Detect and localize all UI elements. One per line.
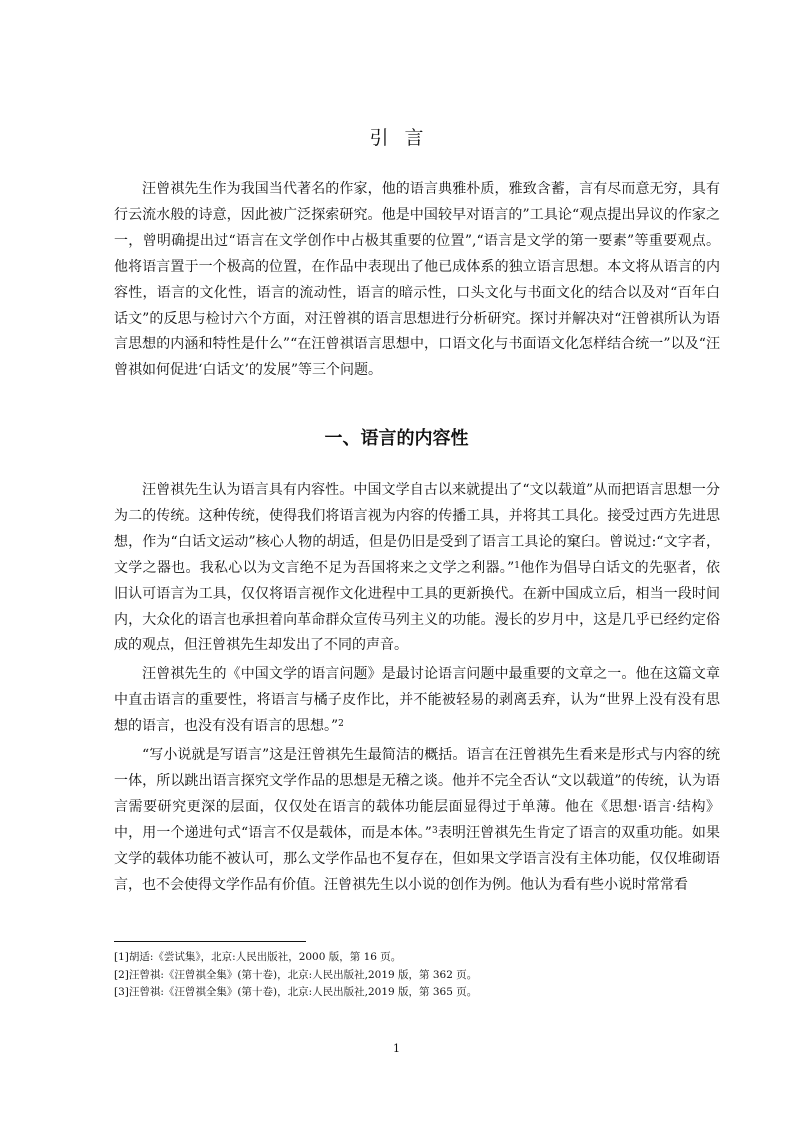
footnotes: [114, 949, 720, 1002]
footnote-divider: [114, 941, 306, 942]
paragraph-text: 表明汪曾祺先生肯定了语言的双重功能。如果文学的载体功能不被认可，那么文学作品也不复存在，但如果文学语言没有主体功能，仅仅堆砌语言，也不会使得文学作品有价值。汪曾祺先生以小说的创作为例。他认为看有些小说时常常看: [114, 824, 720, 893]
section-heading: 一、语言的内容性: [324, 428, 469, 449]
page-title: 引言: [369, 127, 440, 149]
footnote-marker[interactable]: 1: [514, 560, 520, 571]
intro-paragraph: 汪曾祺先生作为我国当代著名的作家，他的语言典雅朴质，雅致含蓄，言有尽而意无穷，具有行云流水般的诗意，因此被广泛探索研究。他是中国较早对语言的”工具论“观点提出异议的作家之一，曾明确提出过“语言在文学创作中占极其重要的位置”,“语言是文学的第一要素”等重要观点。他将语言置于一个极高的位置，在作品中表现出了他已成体系的独立语言思想。本文将从语言的内容性，语言的文化性，语言的流动性，语言的暗示性，口头文化与书面文化的结合以及对“百年白话文”的反思与检讨六个方面，对汪曾祺的语言思想进行分析研究。探讨并解决对“汪曾祺所认为语言思想的内涵和特性是什么”“在汪曾祺语言思想中，口语文化与书面语文化怎样结合统一”以及“汪曾祺如何促进‘白话文’的发展”等三个问题。: [114, 181, 720, 379]
footnote-marker[interactable]: 2: [338, 718, 344, 729]
body-paragraph-2: [114, 662, 720, 740]
paragraph-text: 汪曾祺先生的《中国文学的语言问题》是最讨论语言问题中最重要的文章之一。他在这篇文章中直击语言的重要性，将语言与橘子皮作比，并不能被轻易的剥离丢弃，认为“世界上没有没有思想的语言，也没有没有语言的思想。”: [114, 666, 720, 734]
page-number: 1: [393, 1042, 400, 1055]
body-paragraph-1: [114, 478, 720, 659]
body-paragraph-3: [114, 743, 720, 898]
paragraph-text: 汪曾祺先生认为语言具有内容性。中国文学自古以来就提出了“文以载道”从而把语言思想一分为二的传统。这种传统，使得我们将语言视为内容的传播工具，并将其工具化。接受过西方先进思想，作为“白话文运动”核心人物的胡适，但是仍旧是受到了语言工具论的窠臼。曾说过:“文字者，文学之器也。我私心以为文言绝不足为吾国将来之文学之利器。”: [114, 482, 720, 576]
paragraph-text: “写小说就是写语言”这是汪曾祺先生最简洁的概括。语言在汪曾祺先生看来是形式与内容的统一体，所以跳出语言探究文学作品的思想是无稽之谈。他并不完全否认“文以载道”的传统，认为语言需要研究更深的层面，仅仅处在语言的载体功能层面显得过于单薄。他在《思想·语言·结构》中，用一个递进句式“语言不仅是载体，而是本体。”: [114, 747, 720, 841]
footnote-item: [2]汪曾祺:《汪曾祺全集》(第十卷)，北京:人民出版社,2019 版，第 362 页。: [114, 968, 478, 981]
footnote-item: [3]汪曾祺:《汪曾祺全集》(第十卷)，北京:人民出版社,2019 版，第 365 页。: [114, 986, 478, 998]
footnote-item: [1]胡适:《尝试集》，北京:人民出版社，2000 版，第 16 页。: [114, 951, 402, 963]
footnote-marker[interactable]: 3: [431, 825, 438, 836]
paragraph-text: 他作为倡导白话文的先驱者，依旧认可语言为工具，仅仅将语言视作文化进程中工具的更新换代。在新中国成立后，相当一段时间内，大众化的语言也承担着向革命群众宣传马列主义的功能。漫长的岁月中，这是几乎已经约定俗成的观点，但汪曾祺先生却发出了不同的声音。: [114, 559, 721, 654]
